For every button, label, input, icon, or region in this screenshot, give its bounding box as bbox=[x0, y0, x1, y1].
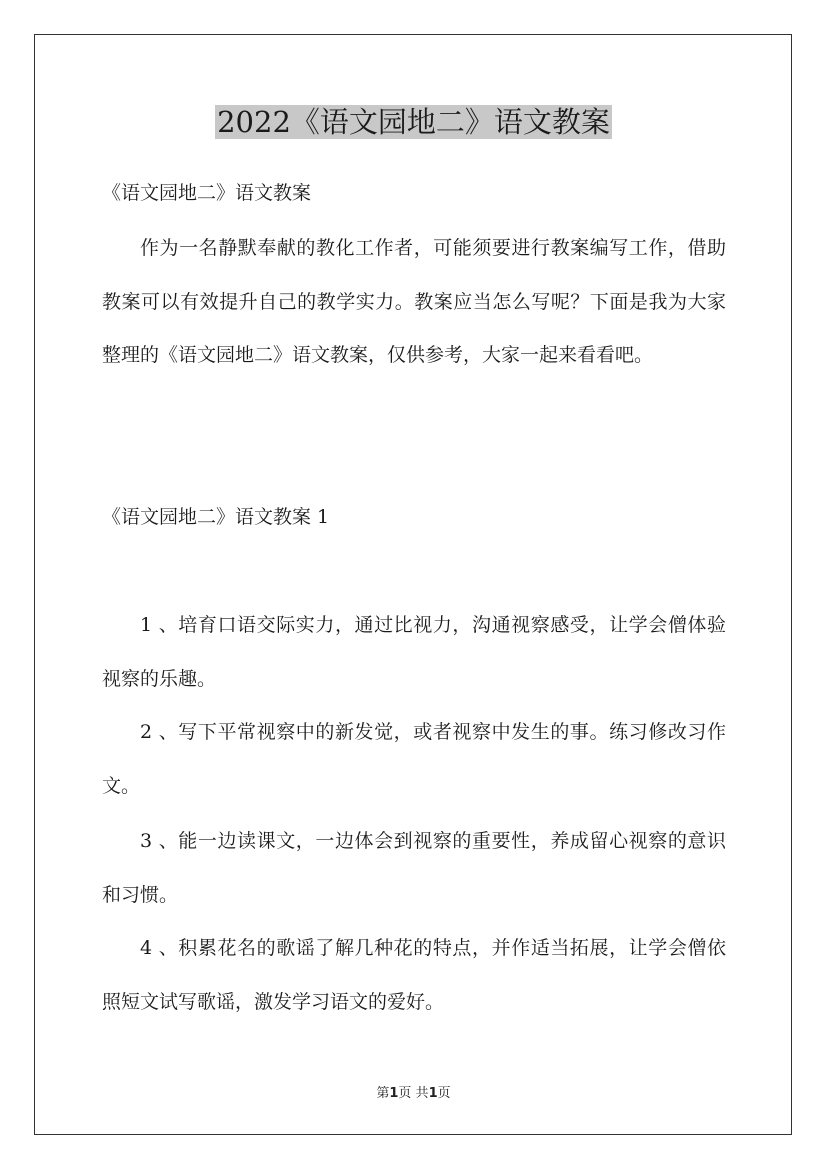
footer-page-current: 1 bbox=[389, 1086, 399, 1101]
document-title bbox=[0, 100, 827, 144]
list-item: 4 、积累花名的歌谣了解几种花的特点，并作适当拓展，让学会僧依照短文试写歌谣，激发学习语文的爱好。 bbox=[102, 937, 726, 1013]
footer-mid: 页 共 bbox=[398, 1086, 429, 1101]
list-item: 3 、能一边读课文，一边体会到视察的重要性，养成留心视察的意识和习惯。 bbox=[102, 830, 726, 906]
footer-suffix: 页 bbox=[437, 1086, 451, 1101]
footer-page-total: 1 bbox=[428, 1086, 438, 1101]
page-footer bbox=[0, 1082, 827, 1101]
footer-prefix: 第 bbox=[376, 1086, 390, 1101]
intro-paragraph: 作为一名静默奉献的教化工作者，可能须要进行教案编写工作，借助教案可以有效提升自己的教学实力。教案应当怎么写呢？下面是我为大家整理的《语文园地二》语文教案，仅供参考，大家一起来看看吧。 bbox=[102, 237, 726, 366]
list-item: 1 、培育口语交际实力，通过比视力，沟通视察感受，让学会僧体验视察的乐趣。 bbox=[102, 614, 726, 690]
list-item: 2 、写下平常视察中的新发觉，或者视察中发生的事。练习修改习作文。 bbox=[102, 721, 726, 797]
section-heading: 《语文园地二》语文教案 1 bbox=[102, 506, 330, 528]
document-title-text: 2022《语文园地二》语文教案 bbox=[217, 105, 610, 139]
document-heading: 《语文园地二》语文教案 bbox=[102, 182, 312, 204]
